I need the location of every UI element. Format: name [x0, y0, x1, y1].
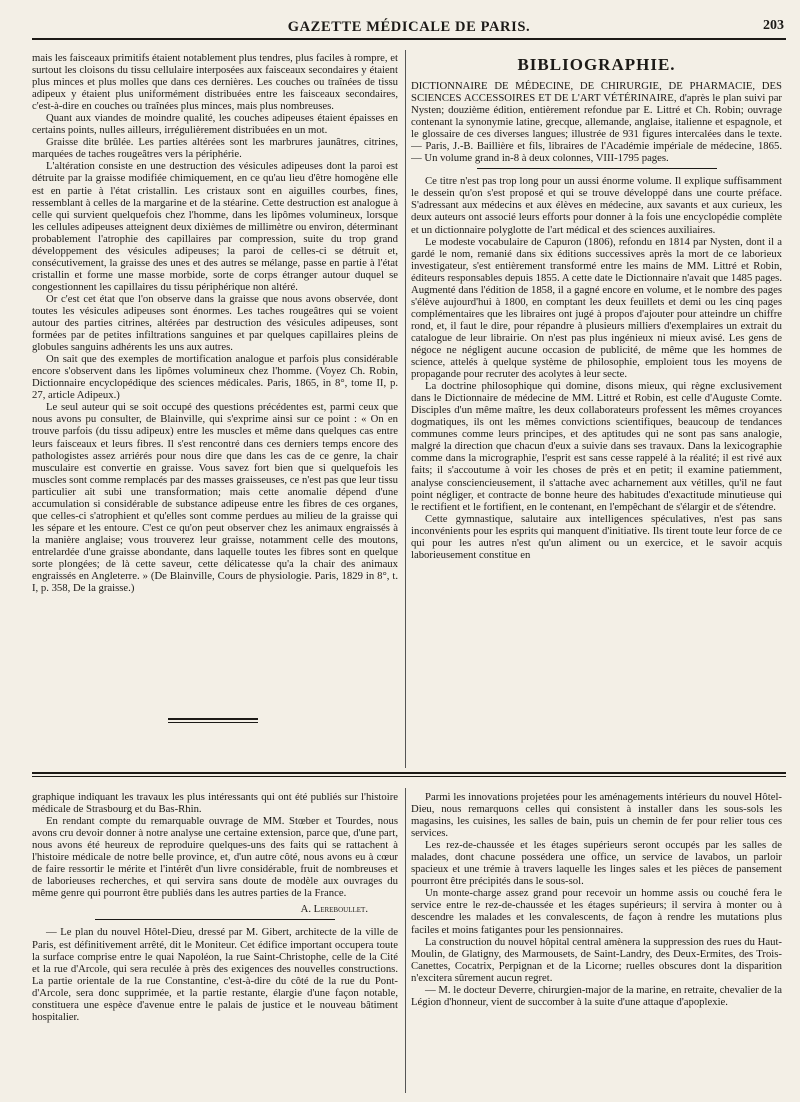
book-entry: DICTIONNAIRE DE MÉDECINE, DE CHIRURGIE, DE PHARMACIE, DES SCIENCES ACCESSOIRES ET DE L'ART VÉTÉRINAIRE, d'après le plan suivi par Nysten; douzième édition, entièrement refondue par E. Littré et Ch. Robin; ouvrage contenant la synonymie latine, grecque, allemande, anglaise, italienne et espagnole, et le glossaire de ces diverses langues; illustrée de 931 figures intercalées dans le texte. — Paris, J.-B. Baillière et fils, libraires de l'Académie impériale de médecine, 1865. — Un volume grand in-8 à deux colonnes, VIII-1795 pages.: [411, 80, 782, 165]
paragraph: mais les faisceaux primitifs étaient notablement plus tendres, plus faciles à rompre, et surtout les cloisons du tissu cellulaire interposées aux faisceaux secondaires y étaient plus minces et plus molles que dans ces dernières. Les couches ou traînées de tissu adipeux y étaient plus uniformément distribuées entre les faisceaux secondaires, c'est-à-dire en couches ou traînées plus minces, mais plus nombreuses.: [32, 52, 398, 113]
page-number: 203: [763, 18, 784, 33]
article-end-rule-thin: [168, 722, 258, 723]
page-header: [32, 16, 786, 40]
paragraph: Or c'est cet état que l'on observe dans la graisse que nous avons observée, dont toutes les vésicules adipeuses sont énormes. Les taches rougeâtres qui se voient autour des parties citrines, altérées par destruction des vésicules adipeuses, sont formées par de petites infiltrations sanguines et par quelques capillaires pleins de globules sanguins adhérents les uns aux autres.: [32, 292, 398, 354]
left-column: [32, 52, 398, 692]
paragraph: Quant aux viandes de moindre qualité, les couches adipeuses étaient épaisses en certains points, nulles ailleurs, irrégulièrement distribuées en un mot.: [32, 112, 398, 137]
bottom-left-column: [32, 791, 398, 1097]
paragraph: — M. le docteur Deverre, chirurgien-major de la marine, en retraite, chevalier de la Légion d'honneur, vient de succomber à la suite d'une attaque d'apoplexie.: [411, 983, 782, 1008]
section-divider: [32, 772, 786, 774]
entry-separator: [477, 168, 717, 169]
bottom-right-column: [411, 791, 782, 1097]
column-divider: [405, 788, 406, 1093]
paragraph: La construction du nouvel hôpital central amènera la suppression des rues du Haut-Moulin, de Glatigny, des Marmousets, de Saint-Landry, des Deux-Ermites, des Trois-Canettes, Cocatrix, Perpignan et de la Licorne; ruelles obscures dont la disparition n'excitera sûrement aucun regret.: [411, 935, 782, 984]
paragraph: Parmi les innovations projetées pour les aménagements intérieurs du nouvel Hôtel-Dieu, nous remarquons celles qui consistent à installer dans les sous-sols les magasins, les cuisines, les salles de bain, puis un chemin de fer pour relier tous ces services.: [411, 791, 782, 840]
paragraph: On sait que des exemples de mortification analogue et parfois plus considérable encore s'observent dans les lipômes volumineux chez l'homme. (Voyez Ch. Robin, Dictionnaire encyclopédique des sciences médicales. Paris, 1865, in 8°, tome II, p. 27, article Adipeux.): [32, 353, 398, 402]
paragraph: Le modeste vocabulaire de Capuron (1806), refondu en 1814 par Nysten, dont il a gardé le nom, remanié dans six éditions successives après la mort de ce laborieux investigateur, s'est entièrement transformé entre les mains de MM. Littré et Robin, éditeurs responsables depuis 1855. A cette date le Dictionnaire n'avait que 1485 pages. Augmenté dans l'édition de 1858, il a gagné encore en volume, et le nombre des pages s'élève aujourd'hui à 1800, en comptant les deux feuillets et demi ou les cinq pages complémentaires que les libraires ont jugé à propos d'ajouter pour atteindre un chiffre rond, et, il faut le dire, pour répandre à plusieurs milliers d'exemplaires un extrait du catalogue de leur librairie. On n'est pas plus ingénieux ni mieux avisé. Les gens de négoce ne négligent aucune occasion de publicité, de même que les hommes de science, attelés à quelque système de philosophie, emploient tous les moyens de propagande pour recruter des acolytes à leur secte.: [411, 235, 782, 381]
paragraph: L'altération consiste en une destruction des vésicules adipeuses dont la paroi est détruite par la graisse modifiée chimiquement, en ce qu'au lieu d'être homogène elle est en partie à l'état cristallin. Les cristaux sont en aiguilles courbes, fines, ressemblant à celles de la margarine et de la stéarine. Cette destruction est analogue à celle qui survient quelquefois chez l'homme, dans les lipômes volumineux, lorsque les cellules adipeuses atteignent deux dixièmes de millimètre ou environ, déterminant probablement l'atrophie des capillaires par compression, suite du trop grand développement des vésicules adipeuses; la paroi de celles-ci se détruit et, consécutivement, la graisse des unes et des autres se mélange, passe en partie à l'état cristallin et forme une masse morbide, sorte de corps étranger autour duquel se congestionnent les capillaires du tissu périphérique non altéré.: [32, 160, 398, 293]
journal-title: GAZETTE MÉDICALE DE PARIS.: [287, 18, 531, 35]
news-paragraph: — Le plan du nouvel Hôtel-Dieu, dressé par M. Gibert, architecte de la ville de Paris, est définitivement arrêté, dit le Moniteur. Cet édifice important occupera toute la surface comprise entre le quai Napoléon, la rue Saint-Christophe, celle de la Cité et la rue d'Arcole, qui sera reculée à près des exigences des nouvelles constructions. La partie orientale de la rue Constantine, c'est-à-dire du côté de la rue du Pont-d'Arcole, sera donc supprimée, et la partie restante, élargie d'une façon notable, constituera une espèce d'avenue entre le palais de justice et le nouveau bâtiment hospitalier.: [32, 926, 398, 1023]
author-signature: A. Lereboullet.: [300, 903, 368, 916]
news-separator: [95, 919, 335, 920]
article-end-rule: [168, 718, 258, 720]
paragraph: Le seul auteur qui se soit occupé des questions précédentes est, parmi ceux que nous avons pu consulter, de Blainville, qui s'exprime ainsi sur ce point : « On en trouve parfois (du tissu adipeux) entre les muscles et même dans quelques cas entre leurs faisceaux et leurs fibres. Il s'est rencontré dans ces derniers temps encore des pathologistes assez arriérés pour nous dire que dans les cas de ce genre, la chair musculaire est convertie en graisse. Vous savez fort bien que si quelquefois les muscles sont comme remplacés par des masses graisseuses, ce n'est pas que leur tissu particulier ait subi une transformation; mais cette anomalie dépend d'une accumulation si considérable de substance adipeuse entre les fibres de ces organes, que celles-ci s'atrophient et qu'elles sont comme perdues au milieu de la graisse qui les sépare et les entoure. C'est ce qu'on peut observer chez les animaux engraissés à la manière anglaise; vous trouverez leur graisse, notamment celle des moutons, entrelardée d'une graisse abondante, dans laquelle toutes les fibres sont en quelque sorte plongées; de là cette saveur, cette délicatesse qu'a la chair des animaux engraissés en Angleterre. » (De Blainville, Cours de physiologie. Paris, 1829 in 8°, t. I, p. 358, De la graisse.): [32, 401, 398, 595]
right-column: [411, 52, 782, 764]
paragraph: En rendant compte du remarquable ouvrage de MM. Stœber et Tourdes, nous avons cru devoir donner à notre analyse une certaine extension, parce que, d'une part, nous avons été heureux de reproduire quelques-uns des faits qui se rattachent à l'histoire médicale de notre belle province, et, d'un autre côté, nous avons eu à cœur de faire ressortir le mérite et l'intérêt d'un livre considérable, fruit de nombreuses et de laborieuses recherches, et qui servira sans doute de modèle aux ouvrages du même genre qui pourront être publiés dans les autres parties de la France.: [32, 815, 398, 900]
paragraph: Cette gymnastique, salutaire aux intelligences spéculatives, n'est pas sans inconvénients pour les esprits qui manquent d'initiative. Ils tirent toute leur force de ce qui pour les autres n'est qu'un aliment ou un exercice, et le savoir acquis laborieusement constitue en: [411, 512, 782, 561]
paragraph: Un monte-charge assez grand pour recevoir un homme assis ou couché fera le service entre le rez-de-chaussée et les étages supérieurs; il servira à monter ou à descendre les malades et les convalescents, de façon à rendre les mutations plus faciles et moins fatigantes pour les pensionnaires.: [411, 887, 782, 936]
paragraph: Les rez-de-chaussée et les étages supérieurs seront occupés par les salles de malades, dont chacune possédera une office, un service de lavabos, un parloir spacieux et une trémie à travers laquelle les linges sales et les pièces de pansement pourront être précipités dans le sous-sol.: [411, 839, 782, 888]
paragraph: La doctrine philosophique qui domine, disons mieux, qui règne exclusivement dans le Dictionnaire de médecine de MM. Littré et Robin, est celle d'Auguste Comte. Disciples d'un même maître, les deux collaborateurs professent les mêmes croyances dogmatiques, ils ont les mêmes convictions scientifiques, beaucoup de tendances communes comme leurs principes, et des aptitudes qui ne sont pas sans analogie, malgré la direction que chacun d'eux a suivie dans ses travaux. Dans la lexicographie comme dans la micrographie, l'esprit est sans cesse rappelé à la réalité; il est rivé aux faits; il s'accoutume à voir les choses de près et en petit; il examine patiemment, analyse consciencieusement, il s'attache avec acharnement aux vétilles, qu'il ne faut point négliger, et contracte de bonne heure des habitudes d'exactitude minutieuse qui le rectifient et le fortifient, en le contenant, en l'empêchant de s'élargir et de s'étendre.: [411, 380, 782, 513]
section-title: BIBLIOGRAPHIE.: [517, 55, 676, 74]
paragraph: Ce titre n'est pas trop long pour un aussi énorme volume. Il explique suffisamment le dessein qu'on s'est proposé et qui se trouve développé dans une courte préface. S'adressant aux médecins et aux élèves en médecine, aux savants et aux curieux, les deux auteurs ont associé leurs efforts pour donner à la fois une encyclopédie complète et un dictionnaire polyglotte de l'art médical et des sciences auxiliaires.: [411, 175, 782, 236]
paragraph: graphique indiquant les travaux les plus intéressants qui ont été publiés sur l'histoire médicale de Strasbourg et du Bas-Rhin.: [32, 791, 398, 816]
section-divider-thin: [32, 776, 786, 777]
paragraph: Graisse dite brûlée. Les parties altérées sont les marbrures jaunâtres, citrines, marquées de taches rougeâtres vers la périphérie.: [32, 136, 398, 161]
column-divider: [405, 50, 406, 768]
